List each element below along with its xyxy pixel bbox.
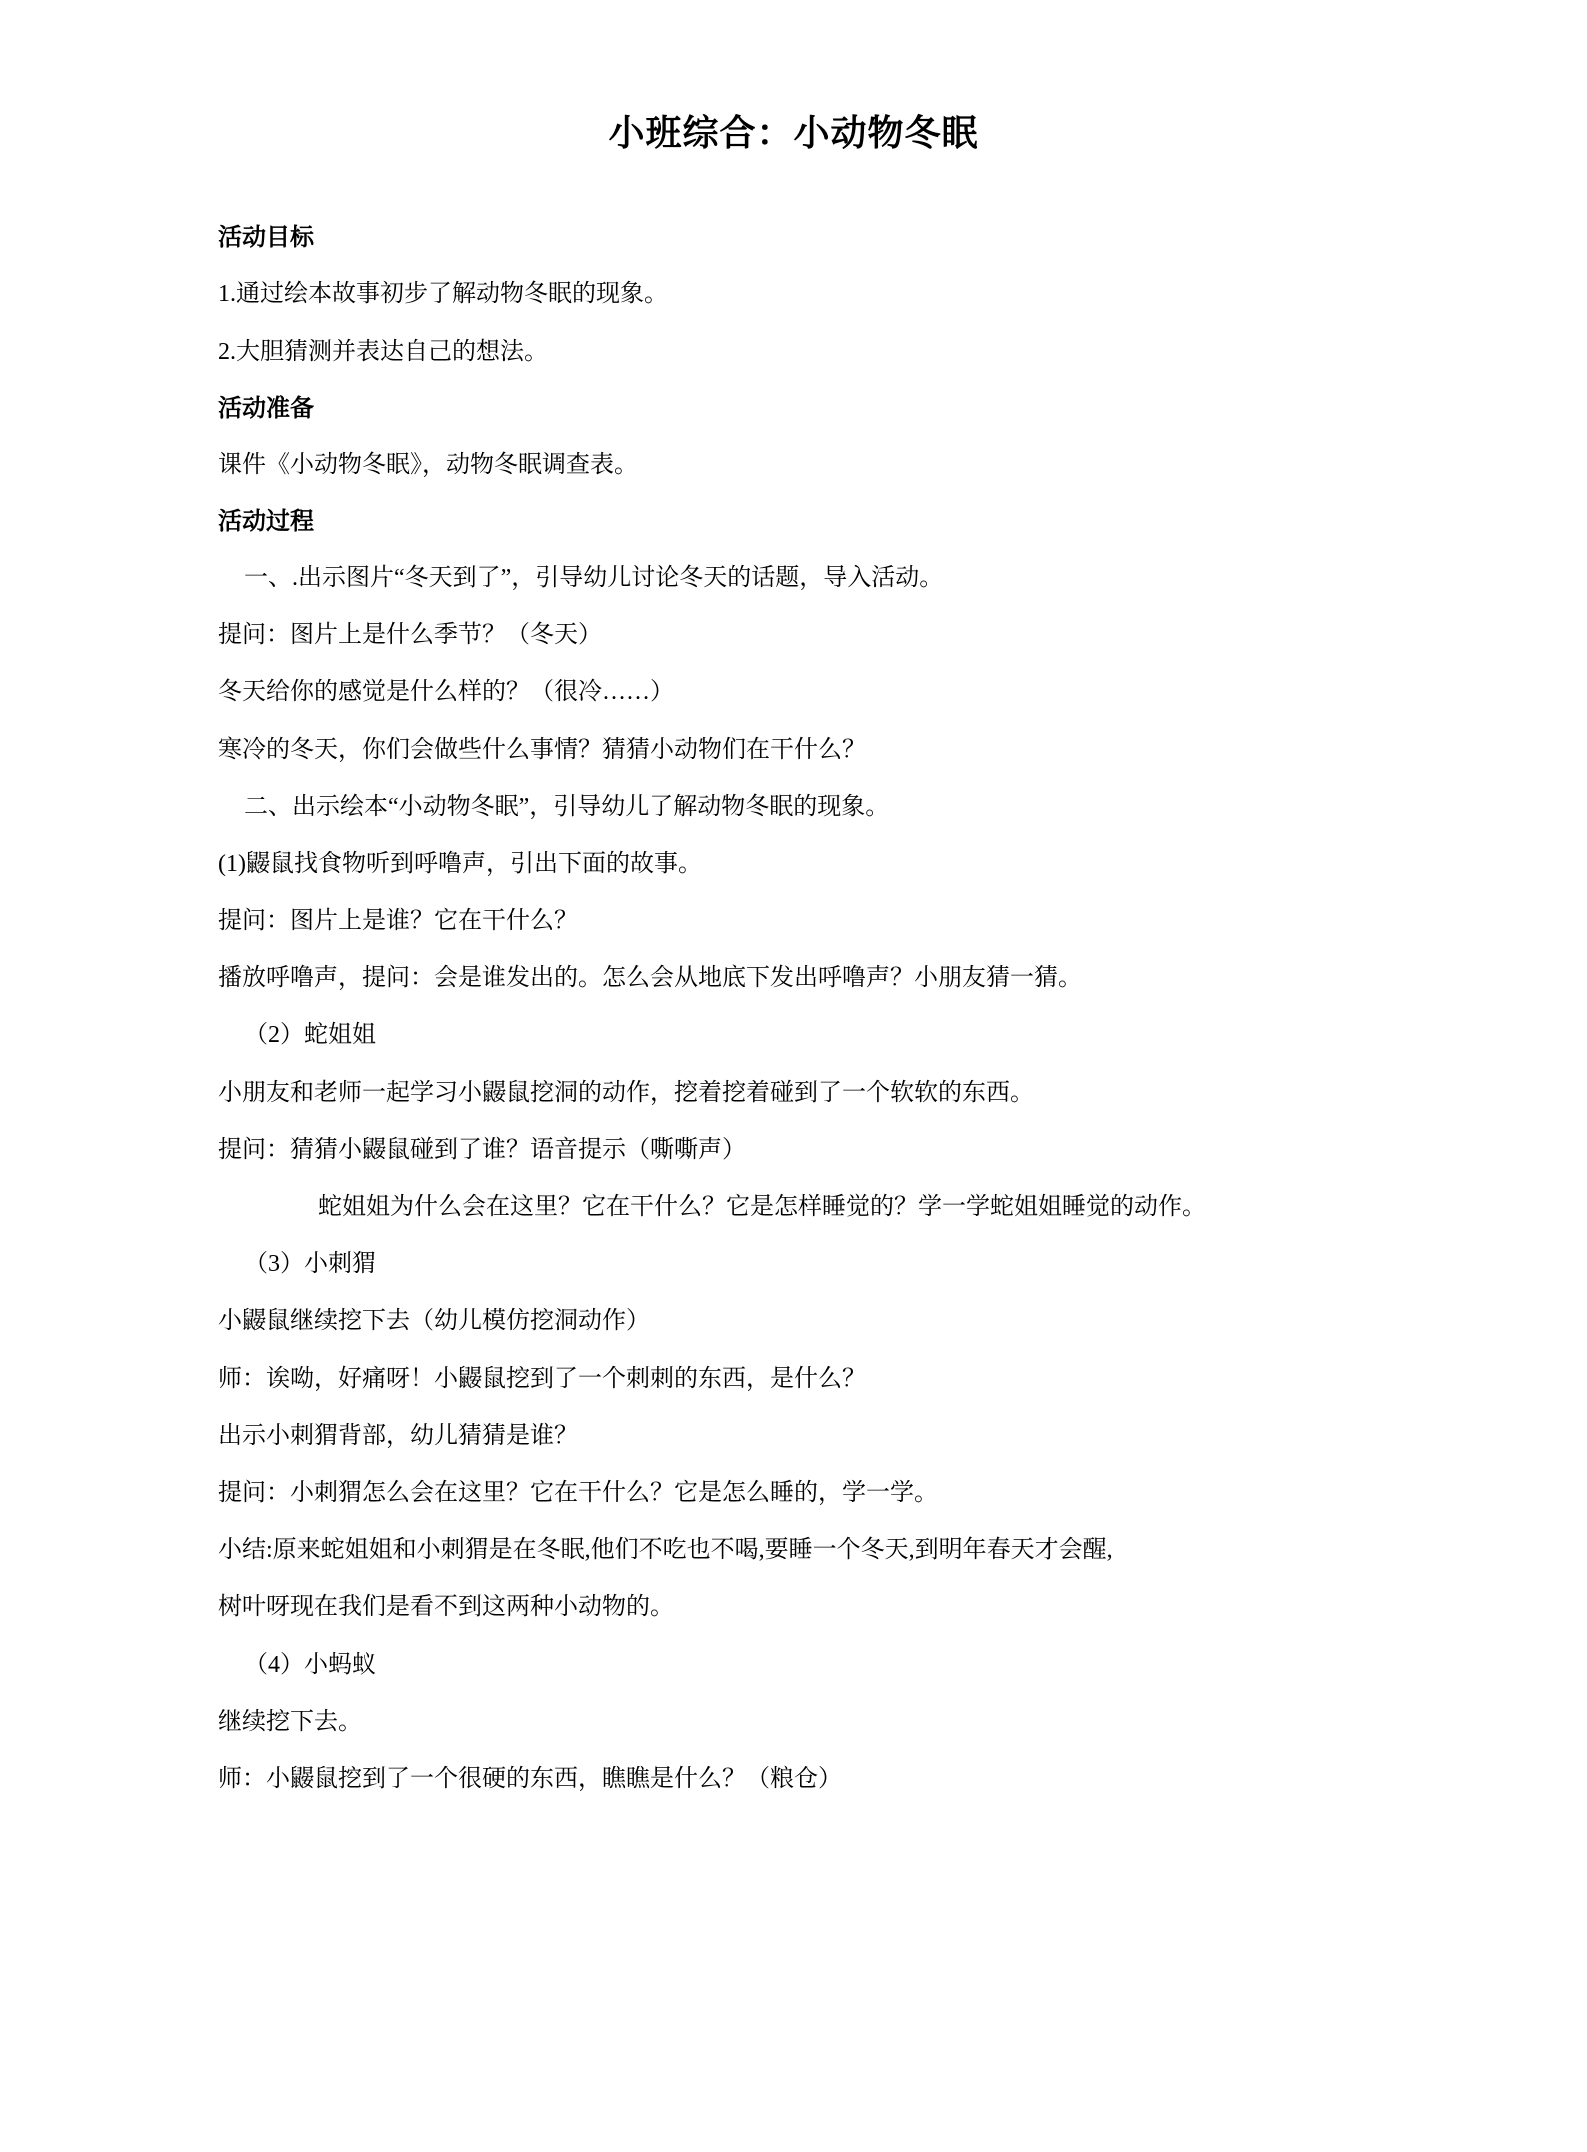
- paragraph: 提问：小刺猬怎么会在这里？它在干什么？它是怎么睡的，学一学。: [218, 1479, 938, 1506]
- paragraph: （4）小蚂蚁: [244, 1651, 376, 1678]
- paragraph: （2）蛇姐姐: [244, 1022, 376, 1049]
- paragraph: 小鼹鼠继续挖下去（幼儿模仿挖洞动作）: [218, 1308, 650, 1335]
- paragraph: 树叶呀现在我们是看不到这两种小动物的。: [218, 1594, 674, 1621]
- paragraph: （3）小刺猬: [244, 1251, 376, 1278]
- paragraph: 师：小鼹鼠挖到了一个很硬的东西，瞧瞧是什么？（粮仓）: [218, 1765, 842, 1792]
- paragraph: 一、.出示图片“冬天到了”，引导幼儿讨论冬天的话题，导入活动。: [244, 564, 944, 591]
- section-activity-preparation: [218, 391, 1369, 484]
- paragraph: 提问：图片上是什么季节？（冬天）: [218, 622, 602, 649]
- paragraph: 出示小刺猬背部，幼儿猜猜是谁？: [218, 1422, 578, 1449]
- paragraph: 蛇姐姐为什么会在这里？它在干什么？它是怎样睡觉的？学一学蛇姐姐睡觉的动作。: [318, 1194, 1206, 1221]
- section-heading: 活动目标: [218, 225, 314, 252]
- paragraph: 小结:原来蛇姐姐和小刺猬是在冬眠,他们不吃也不喝,要睡一个冬天,到明年春天才会醒,: [218, 1537, 1113, 1564]
- paragraph: 提问：图片上是谁？它在干什么？: [218, 908, 578, 935]
- section-activity-process: [218, 504, 1369, 1798]
- section-activity-goals: [218, 220, 1369, 370]
- paragraph: (1)鼹鼠找食物听到呼噜声，引出下面的故事。: [218, 850, 702, 877]
- paragraph: 小朋友和老师一起学习小鼹鼠挖洞的动作，挖着挖着碰到了一个软软的东西。: [218, 1079, 1034, 1106]
- paragraph: 课件《小动物冬眠》，动物冬眠调查表。: [218, 451, 638, 478]
- paragraph: 1.通过绘本故事初步了解动物冬眠的现象。: [218, 281, 668, 308]
- paragraph: 寒冷的冬天，你们会做些什么事情？猜猜小动物们在干什么？: [218, 736, 866, 763]
- paragraph: 提问：猜猜小鼹鼠碰到了谁？语音提示（嘶嘶声）: [218, 1136, 746, 1163]
- section-heading: 活动准备: [218, 395, 314, 422]
- section-heading: 活动过程: [218, 508, 314, 535]
- paragraph: 冬天给你的感觉是什么样的？（很冷……）: [218, 679, 674, 706]
- paragraph: 播放呼噜声，提问：会是谁发出的。怎么会从地底下发出呼噜声？小朋友猜一猜。: [218, 965, 1082, 992]
- page-title: 小班综合：小动物冬眠: [608, 113, 979, 153]
- paragraph: 继续挖下去。: [218, 1708, 362, 1735]
- paragraph: 2.大胆猜测并表达自己的想法。: [218, 338, 548, 365]
- paragraph: 师：诶呦，好痛呀！小鼹鼠挖到了一个刺刺的东西，是什么？: [218, 1365, 866, 1392]
- paragraph: 二、出示绘本“小动物冬眠”，引导幼儿了解动物冬眠的现象。: [244, 793, 890, 820]
